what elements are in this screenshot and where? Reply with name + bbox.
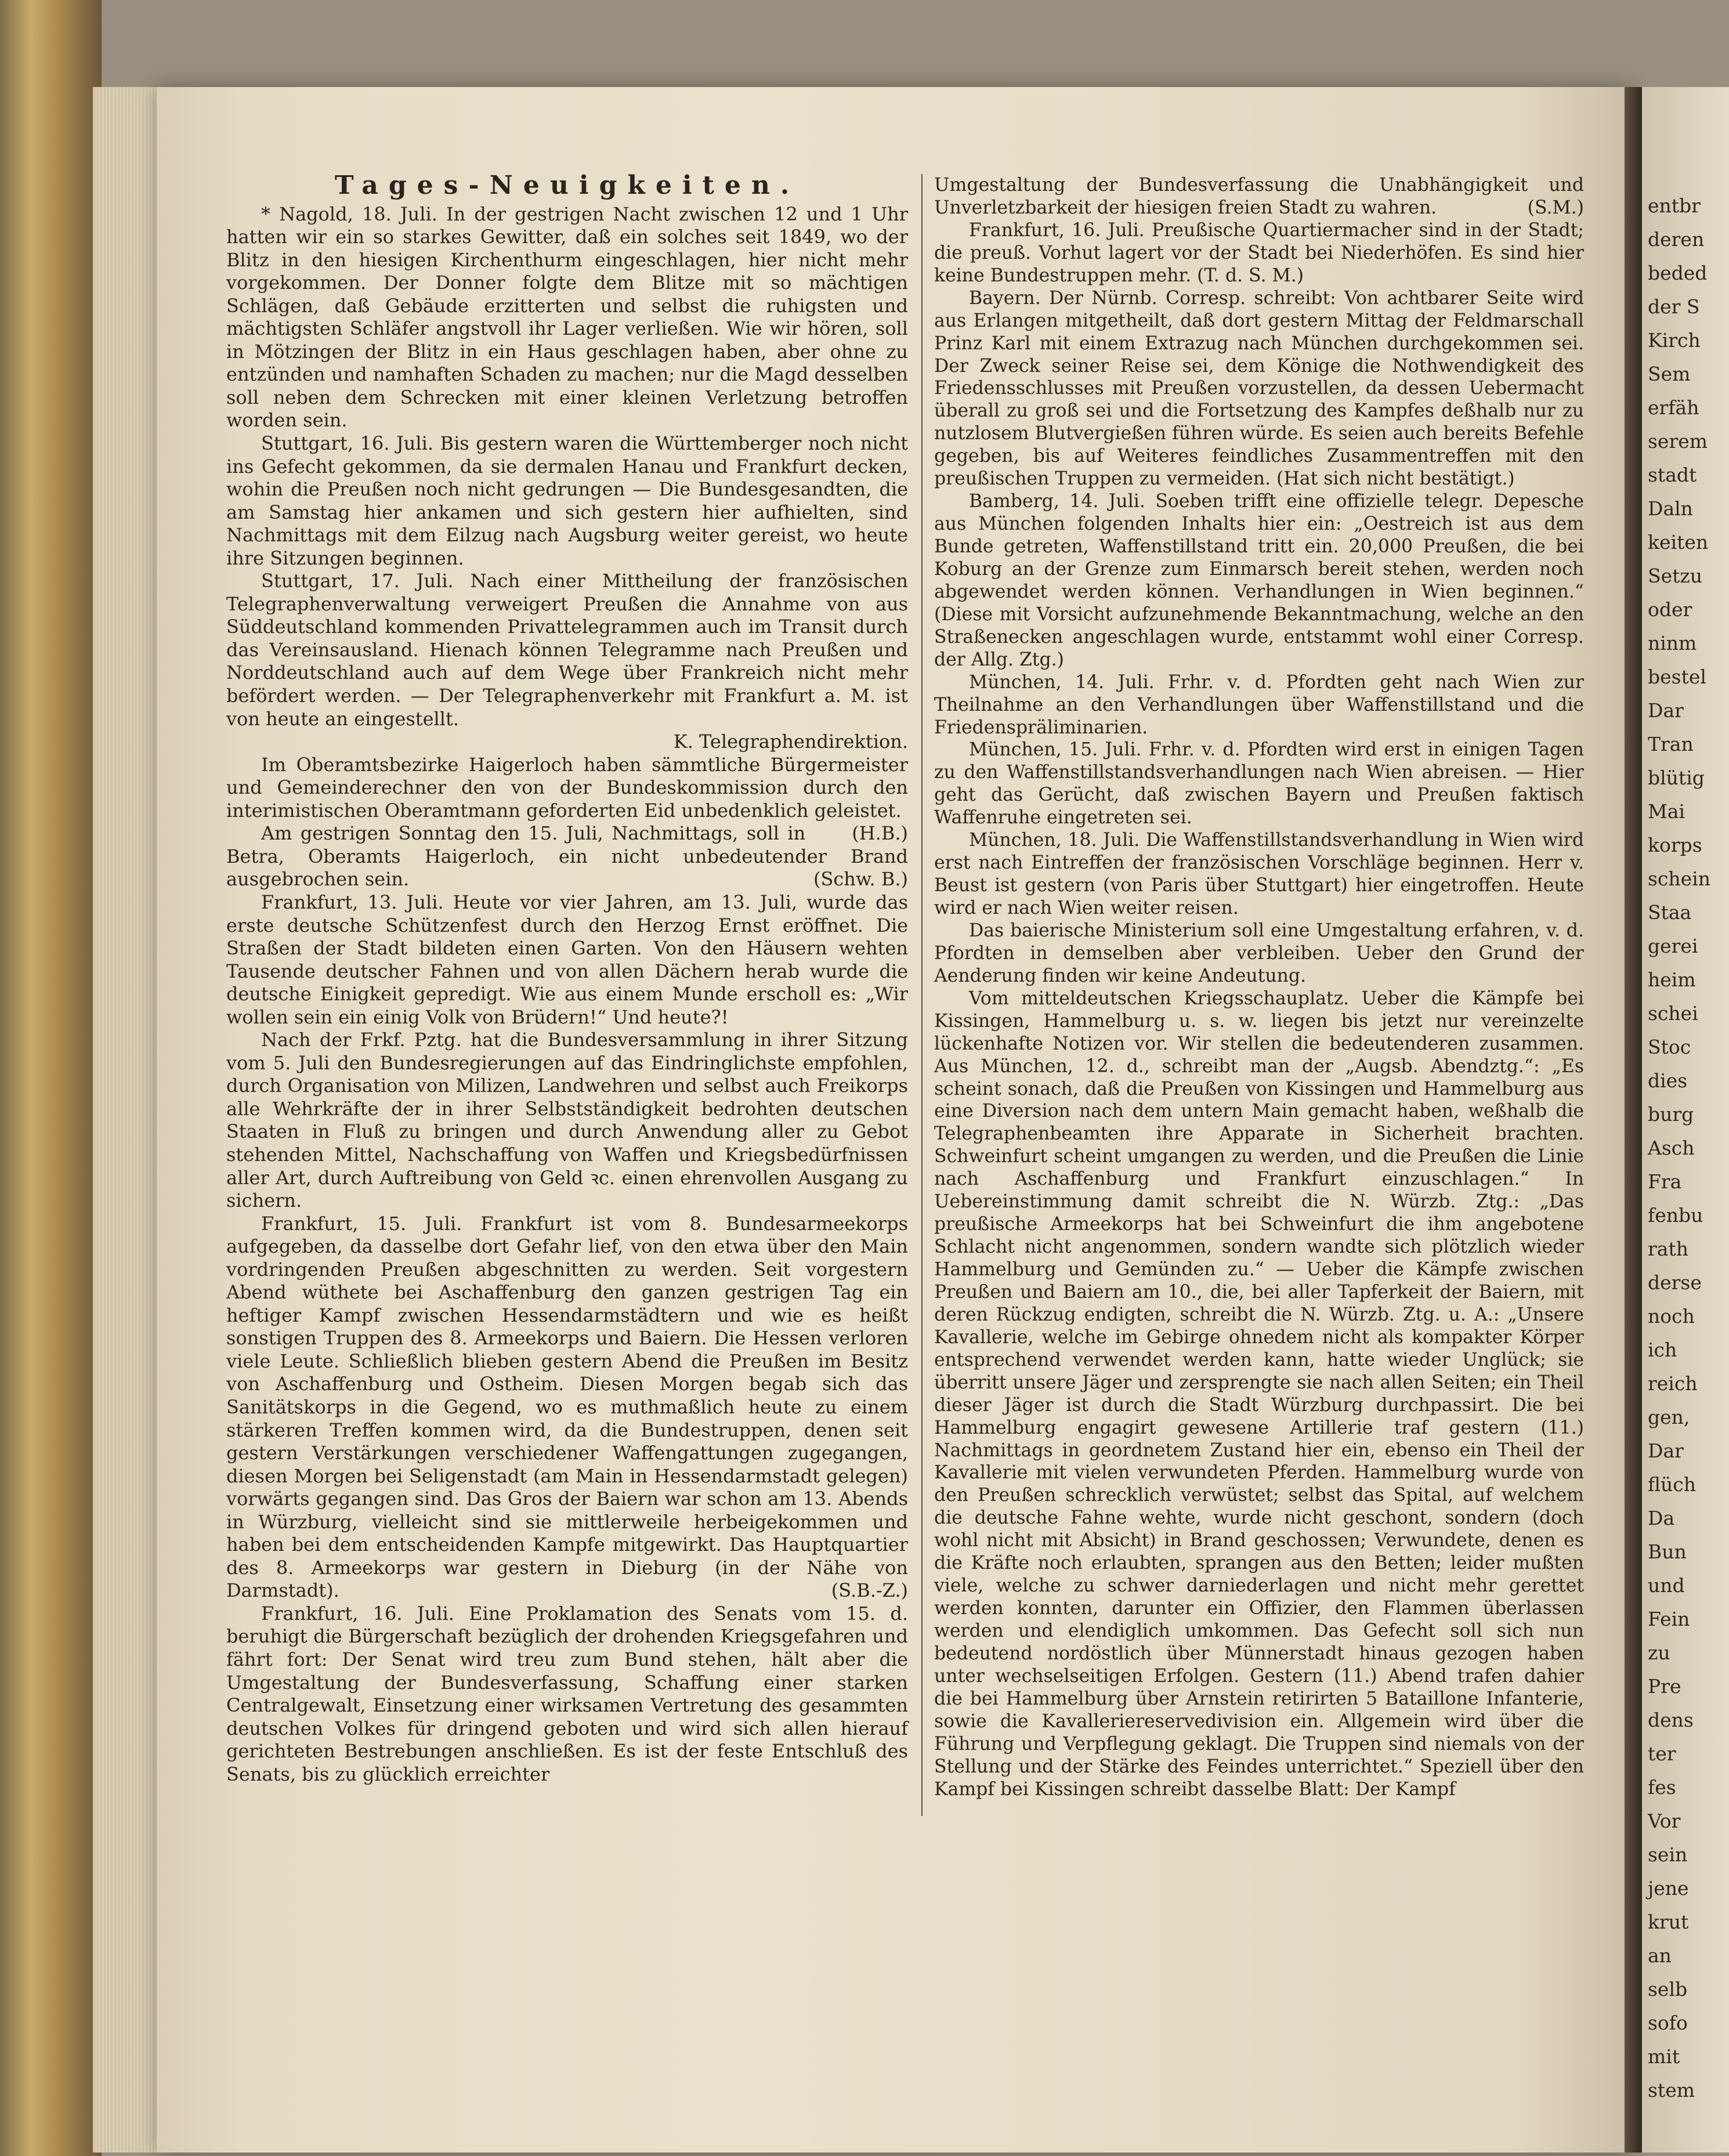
right-column-article — [934, 829, 1584, 920]
article-text: K. Telegraphendirektion. — [673, 730, 908, 753]
facing-page-word: fenbu — [1648, 1204, 1703, 1227]
facing-page-word: gen, — [1648, 1406, 1690, 1428]
facing-page-word: schein — [1648, 867, 1711, 890]
right-column-article — [934, 671, 1584, 739]
left-column-article — [226, 1602, 908, 1786]
left-column-article — [226, 570, 908, 730]
facing-page-word: noch — [1648, 1305, 1695, 1327]
facing-page-word: sein — [1648, 1843, 1688, 1866]
left-column-article — [226, 891, 908, 1029]
facing-page-word: mit — [1648, 2045, 1680, 2068]
facing-page-word: ter — [1648, 1742, 1676, 1765]
right-column — [934, 174, 1584, 1801]
left-column-article — [226, 822, 908, 891]
article-source: (H.B.) — [852, 822, 908, 845]
facing-page-word: ninm — [1648, 632, 1697, 654]
left-column-article — [226, 1213, 908, 1602]
facing-page-word: serem — [1648, 430, 1708, 453]
right-column-article — [934, 219, 1584, 287]
book-gutter — [1625, 87, 1642, 2153]
facing-page-word: Dar — [1648, 699, 1684, 722]
article-text: Bamberg, 14. Juli. Soeben trifft eine offizielle telegr. Depesche aus München folgenden Inhalts hier ein: „Oestreich ist aus dem Bunde getreten, Waffenstillstand tritt ein. 20,000 Preußen, die bei Koburg an der Grenze zum Einmarsch bereit stehen, werden noch abgewendet werden können. Verhandlungen in Wien beginnen.“ (Diese mit Vorsicht aufzunehmende Bekanntmachung, welche an den Straßenecken angeschlagen wurde, entstammt wohl einer Corresp. der Allg. Ztg.) — [934, 491, 1584, 670]
facing-page-word: fes — [1648, 1776, 1676, 1799]
facing-page-word: rath — [1648, 1238, 1688, 1260]
right-column-article — [934, 174, 1584, 219]
article-source: (S.B.-Z.) — [831, 1579, 908, 1602]
facing-page-word: erfäh — [1648, 396, 1699, 419]
article-text: Das baierische Ministerium soll eine Umgestaltung erfahren, v. d. Pfordten in demselben aber verbleiben. Ueber den Grund der Aenderung finden wir keine Andeutung. — [934, 920, 1584, 986]
left-column — [226, 171, 908, 1786]
facing-page-word: deren — [1648, 228, 1705, 251]
facing-page-fragment — [1642, 87, 1729, 2153]
left-column-article — [226, 1029, 908, 1212]
right-column-article — [934, 920, 1584, 987]
article-text: Bayern. Der Nürnb. Corresp. schreibt: Von achtbarer Seite wird aus Erlangen mitgetheilt, daß dort gestern Mittag der Feldmarschall Prinz Karl mit einem Extrazug nach München durchgekommen sei. Der Zweck seiner Reise sei, dem Könige die Nothwendigkeit des Friedensschlusses mit Preußen vorzustellen, da dessen Uebermacht überall zu groß sei und die Fortsetzung des Kampfes deßhalb nur zu nutzlosem Blutvergießen führen würde. Es seien auch bereits Befehle gegeben, bis auf Weiteres feindliches Zusammentreffen mit den preußischen Truppen zu vermeiden. (Hat sich nicht bestätigt.) — [934, 287, 1584, 490]
article-text: Im Oberamtsbezirke Haigerloch haben sämmtliche Bürgermeister und Gemeinderechner den von der Bundeskommission durch den interimistischen Oberamtmann geforderten Eid unbedenklich geleistet. — [226, 753, 908, 822]
facing-page-word: an — [1648, 1944, 1672, 1967]
facing-page-word: burg — [1648, 1103, 1694, 1126]
article-text: München, 14. Juli. Frhr. v. d. Pfordten geht nach Wien zur Theilnahme an den Verhandlungen über Waffenstillstand und die Friedenspräliminarien. — [934, 671, 1584, 738]
facing-page-word: Sem — [1648, 363, 1691, 385]
facing-page-word: krut — [1648, 1911, 1689, 1933]
right-column-article — [934, 987, 1584, 1801]
left-column-article — [226, 730, 908, 754]
facing-page-word: selb — [1648, 1978, 1688, 2001]
facing-page-word: Stoc — [1648, 1036, 1691, 1058]
book-spine — [0, 0, 102, 2156]
facing-page-word: flüch — [1648, 1473, 1696, 1496]
article-text: Nach der Frkf. Pztg. hat die Bundesversammlung in ihrer Sitzung vom 5. Juli den Bundesregierungen auf das Eindringlichste empfohlen, durch Organisation von Milizen, Landwehren und selbst auch Freikorps alle Wehrkräfte der in ihrer Selbstständigkeit bedrohten deutschen Staaten in Fluß zu bringen und durch Anwendung aller zu Gebot stehenden Mittel, Nachschaffung von Waffen und Kriegsbedürfnissen aller Art, durch Auftreibung von Geld ꝛc. einen ehrenvollen Ausgang zu sichern. — [226, 1029, 908, 1212]
facing-page-word: beded — [1648, 262, 1708, 284]
article-text: München, 15. Juli. Frhr. v. d. Pfordten wird erst in einigen Tagen zu den Waffenstillstandsverhandlungen nach Wien abreisen. — Hier geht das Gerücht, daß zwischen Bayern und Preußen faktisch Waffenruhe eingetreten sei. — [934, 739, 1584, 829]
article-text: München, 18. Juli. Die Waffenstillstandsverhandlung in Wien wird erst nach Eintreffen der französischen Vorschläge beginnen. Herr v. Beust ist gestern (von Paris über Stuttgart) hier eingetroffen. Heute wird er nach Wien weiter reisen. — [934, 830, 1584, 918]
facing-page-word: keiten — [1648, 531, 1709, 554]
article-text: Umgestaltung der Bundesverfassung die Unabhängigkeit und Unverletzbarkeit der hiesigen freien Stadt zu wahren. — [934, 175, 1584, 218]
facing-page-word: dens — [1648, 1709, 1694, 1731]
right-column-article — [934, 739, 1584, 829]
section-heading: Tages-Neuigkeiten. — [334, 171, 800, 200]
facing-page-word: Kirch — [1648, 329, 1701, 352]
right-column-article — [934, 287, 1584, 490]
article-text: Stuttgart, 16. Juli. Bis gestern waren die Württemberger noch nicht ins Gefecht gekommen, da sie dermalen Hanau und Frankfurt decken, wohin die Preußen noch nicht gedrungen — Die Bundesgesandten, die am Samstag hier ankamen und sich gestern hier aufhielten, sind Nachmittags mit dem Eilzug nach Augsburg weiter gereist, wo heute ihre Sitzungen beginnen. — [226, 432, 908, 569]
facing-page-word: stem — [1648, 2079, 1695, 2101]
facing-page-word: Dar — [1648, 1439, 1684, 1462]
facing-page-word: ich — [1648, 1339, 1677, 1361]
facing-page-word: Vor — [1648, 1810, 1681, 1832]
facing-page-word: stadt — [1648, 464, 1697, 486]
article-text: * Nagold, 18. Juli. In der gestrigen Nacht zwischen 12 und 1 Uhr hatten wir ein so starkes Gewitter, daß ein solches seit 1849, wo der Blitz in den hiesigen Kirchenthurm eingeschlagen, hier nicht mehr vorgekommen. Der Donner folgte dem Blitze mit so mächtigen Schlägen, daß Gebäude erzitterten und selbst die ruhigsten und mächtigsten Schläfer angstvoll ihr Lager verließen. Wie wir hören, soll in Mötzingen der Blitz in ein Haus geschlagen haben, aber ohne zu entzünden und namhaften Schaden zu machen; nur die Magd desselben soll neben dem Schrecken mit einer kleinen Verletzung betroffen worden sein. — [226, 202, 908, 432]
article-source: (S.M.) — [1527, 197, 1584, 218]
right-column-article — [934, 490, 1584, 671]
facing-page-word: sofo — [1648, 2012, 1688, 2034]
facing-page-word: Pre — [1648, 1675, 1681, 1698]
facing-page-word: Mai — [1648, 800, 1685, 823]
facing-page-word: Setzu — [1648, 565, 1703, 587]
article-text: Stuttgart, 17. Juli. Nach einer Mittheilung der französischen Telegraphenverwaltung verweigert Preußen die Annahme von aus Süddeutschland kommenden Privattelegrammen auch im Transit durch das Vereinsausland. Hienach können Telegramme nach Preußen und Norddeutschland auch auf dem Wege über Frankreich nicht mehr befördert werden. — Der Telegraphenverkehr mit Frankfurt a. M. ist von heute an eingestellt. — [226, 570, 908, 730]
facing-page-word: zu — [1648, 1641, 1670, 1664]
facing-page-word: oder — [1648, 598, 1692, 621]
article-text: Frankfurt, 16. Juli. Preußische Quartiermacher sind in der Stadt; die preuß. Vorhut lagert vor der Stadt bei Niederhöfen. Es sind hier keine Bundestruppen mehr. (T. d. S. M.) — [934, 219, 1584, 286]
facing-page-word: gerei — [1648, 935, 1698, 957]
facing-page-word: entbr — [1648, 194, 1701, 217]
article-text: Frankfurt, 13. Juli. Heute vor vier Jahren, am 13. Juli, wurde das erste deutsche Schützenfest durch den Herzog Ernst eröffnet. Die Straßen der Stadt bildeten einen Garten. Von den Häusern wehten Tausende deutscher Fahnen und von allen Dächern herab wurde die deutsche Einigkeit gepredigt. Wie aus einem Munde erscholl es: „Wir wollen sein ein einig Volk von Brüdern!“ Und heute?! — [226, 891, 908, 1028]
facing-page-word: dies — [1648, 1069, 1688, 1092]
facing-page-word: bestel — [1648, 665, 1706, 688]
facing-page-word: Daln — [1648, 497, 1693, 520]
left-column-article — [226, 203, 908, 432]
facing-page-word: heim — [1648, 968, 1696, 991]
facing-page-word: Asch — [1648, 1137, 1695, 1159]
article-text: Frankfurt, 16. Juli. Eine Proklamation des Senats vom 15. d. beruhigt die Bürgerschaft bezüglich der drohenden Kriegsgefahren und fährt fort: Der Senat wird treu zum Bund stehen, hält aber die Umgestaltung der Bundesverfassung, Schaffung einer starken Centralgewalt, Einsetzung einer wirksamen Vertretung des gesammten deutschen Volkes für dringend geboten und wird sich allen hierauf gerichteten Bestrebungen anschließen. Es ist der feste Entschluß des Senats, bis zu glücklich erreichter — [226, 1602, 908, 1785]
facing-page-word: korps — [1648, 834, 1702, 856]
facing-page-word: reich — [1648, 1372, 1698, 1395]
article-source: (Schw. B.) — [813, 868, 908, 891]
facing-page-word: schei — [1648, 1002, 1698, 1025]
left-column-article — [226, 432, 908, 570]
facing-page-word: Fra — [1648, 1170, 1682, 1193]
facing-page-word: blütig — [1648, 766, 1705, 789]
article-text: Vom mitteldeutschen Kriegsschauplatz. Ueber die Kämpfe bei Kissingen, Hammelburg u. s. w. liegen bis jetzt nur vereinzelte lückenhafte Notizen vor. Wir stellen die bedeutenderen zusammen. Aus München, 12. d., schreibt man der „Augsb. Abendztg.“: „Es scheint sonach, daß die Preußen von Kissingen und Hammelburg aus eine Diversion nach dem untern Main gemacht haben, weßhalb die Telegraphenbeamten ihre Apparate in Sicherheit brachten. Schweinfurt scheint umgangen zu werden, und die Preußen die Linie nach Aschaffenburg und Frankfurt einzuschlagen.“ In Uebereinstimmung damit schreibt die N. Würzb. Ztg.: „Das preußische Armeekorps hat bei Schweinfurt die ihm angebotene Schlacht nicht angenommen, sondern wandte sich plötzlich wieder Hammelburg und Gemünden zu.“ — Ueber die Kämpfe zwischen Preußen und Baiern am 10., die, bei aller Tapferkeit der Baiern, mit deren Rückzug endigten, schreibt die N. Würzb. Ztg. u. A.: „Unsere Kavallerie, welche im Gebirge ohnedem nicht als kompakter Körper entsprechend verwendet werden kann, hatte wieder Unglück; sie überritt unsere Jäger und zersprengte sie nach allen Seiten; ein Theil dieser Jäger ist durch die Stadt Würzburg durchpassirt. Die bei Hammelburg engagirt gewesene Artillerie traf gestern (11.) Nachmittags in geordnetem Zustand hier ein, ebenso ein Theil der Kavallerie mit vielen verwundeten Pferden. Hammelburg wurde von den Preußen schrecklich verwüstet; selbst das Spital, auf welchem die deutsche Fahne wehte, wurde nicht geschont, sondern (doch wohl nicht mit Absicht) in Brand geschossen; Verwundete, denen es die Kräfte noch erlaubten, sprangen aus den Betten; leider mußten viele, welche zu schwer darniederlagen und nicht mehr gerettet werden konnten, darunter ein Offizier, den Flammen überlassen werden und elendiglich umkommen. Das Gefecht soll sich nun bedeutend nordöstlich über Münnerstadt hinaus gezogen haben unter wechselseitigen Erfolgen. Gestern (11.) Abend trafen dahier die bei Hammelburg über Arnstein retirirten 5 Bataillone Infanterie, sowie die Kavalleriereservedivision ein. Allgemein wird über die Führung und Verpflegung geklagt. Die Truppen sind niemals von der Stellung und der Stärke des Feindes unterrichtet.“ Speziell über den Kampf bei Kissingen schreibt dasselbe Blatt: Der Kampf — [934, 987, 1584, 1800]
facing-page-word: der S — [1648, 295, 1700, 318]
column-rule — [921, 174, 923, 1816]
article-text: Am gestrigen Sonntag den 15. Juli, Nachmittags, soll in Betra, Oberamts Haigerloch, ein nicht unbedeutender Brand ausgebrochen sein. — [226, 822, 908, 891]
facing-page-word: Tran — [1648, 733, 1694, 755]
facing-page-word: Da — [1648, 1507, 1675, 1529]
facing-page-word: Staa — [1648, 901, 1692, 924]
article-text: Frankfurt, 15. Juli. Frankfurt ist vom 8. Bundesarmeekorps aufgegeben, da dasselbe dort Gefahr lief, von den etwa über den Main vordringenden Preußen abgeschnitten zu werden. Seit vorgestern Abend wüthete bei Aschaffenburg den ganzen gestrigen Tag ein heftiger Kampf zwischen Hessendarmstädtern und wie es heißt sonstigen Truppen des 8. Armeekorps und Baiern. Die Hessen verloren viele Leute. Schließlich blieben gestern Abend die Preußen im Besitz von Aschaffenburg und Ostheim. Diesen Morgen begab sich das Sanitätskorps in die Gegend, wo es muthmaßlich heute zu einem stärkeren Treffen kommen wird, da die Bundestruppen, denen seit gestern Verstärkungen verschiedener Waffengattungen zugegangen, diesen Morgen bei Seligenstadt (am Main in Hessendarmstadt gelegen) vorwärts gegangen sind. Das Gros der Baiern war schon am 13. Abends in Würzburg, vielleicht sind sie mittlerweile herbeigekommen und haben bei dem entscheidenden Kampfe mitgewirkt. Das Hauptquartier des 8. Armeekorps war gestern in Dieburg (in der Nähe von Darmstadt). — [226, 1212, 908, 1602]
facing-page-word: derse — [1648, 1271, 1702, 1294]
left-column-article — [226, 753, 908, 845]
facing-page-word: und — [1648, 1574, 1685, 1597]
facing-page-word: jene — [1648, 1877, 1689, 1900]
facing-page-word: Fein — [1648, 1608, 1690, 1630]
facing-page-word: Bun — [1648, 1540, 1687, 1563]
